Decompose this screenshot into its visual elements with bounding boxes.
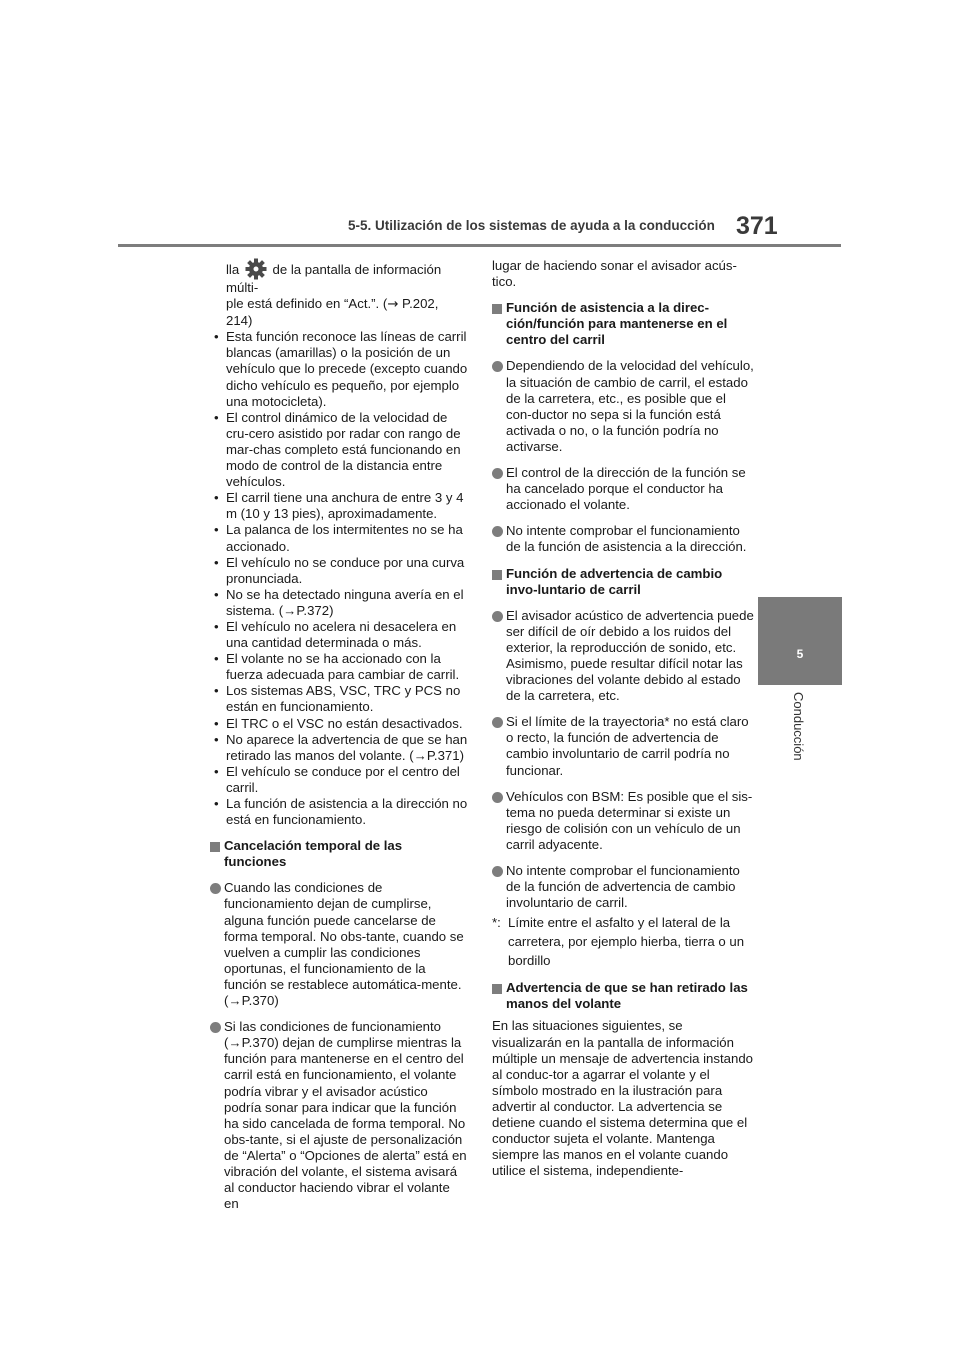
note-item xyxy=(492,789,754,853)
list-item: • El volante no se ha accionado con la fuerza adecuada para cambiar de carril. xyxy=(210,651,468,683)
arrow-right-icon: → xyxy=(387,297,399,313)
circle-bullet-icon xyxy=(492,717,503,728)
circle-bullet-icon xyxy=(492,468,503,479)
note-text: El control de la dirección de la función se ha cancelado porque el conductor ha accionado el volante. xyxy=(506,465,746,513)
list-item: • El vehículo no se conduce por una curva pronunciada. xyxy=(210,555,468,587)
condition-list xyxy=(210,329,468,828)
chapter-tab xyxy=(758,597,842,685)
section-heading xyxy=(492,300,754,348)
chapter-number: 5 xyxy=(796,647,804,661)
page-number: 371 xyxy=(736,212,778,240)
section-heading xyxy=(492,980,754,1012)
square-marker-icon xyxy=(210,842,220,852)
section-title: Función de advertencia de cambio invo-luntario de carril xyxy=(506,565,723,597)
left-column xyxy=(210,258,468,1212)
square-marker-icon xyxy=(492,570,502,580)
right-column xyxy=(492,258,754,1179)
note-text: No intente comprobar el funcionamiento de la función de asistencia a la dirección. xyxy=(506,523,747,555)
note-item xyxy=(492,863,754,911)
note-text: Dependiendo de la velocidad del vehículo, la situación de cambio de carril, el estado de la carretera, etc., es posible que el con-ductor no sepa si la función está activada o no, o la función podría no activarse. xyxy=(506,358,754,454)
note-item xyxy=(210,880,468,1009)
list-item: • Esta función reconoce las líneas de carril blancas (amarillas) o la posición de un vehículo que lo precede (excepto cuando dicho vehículo es pequeño, por ejemplo una motocicleta). xyxy=(210,329,468,409)
list-item: • El carril tiene una anchura de entre 3 y 4 m (10 y 13 pies), aproximadamente. xyxy=(210,490,468,522)
note-item xyxy=(492,523,754,555)
note-item xyxy=(492,608,754,705)
circle-bullet-icon xyxy=(492,792,503,803)
list-item: • El control dinámico de la velocidad de cru-cero asistido por radar con rango de mar-chas completo está funcionando en modo de control de la distancia entre vehículos. xyxy=(210,410,468,490)
circle-bullet-icon xyxy=(492,361,503,372)
note-item xyxy=(210,1019,468,1212)
list-item: • El vehículo no acelera ni desacelera en una cantidad determinada o más. xyxy=(210,619,468,651)
list-item: • No aparece la advertencia de que se han retirado las manos del volante. (→P.371) xyxy=(210,732,468,764)
header-rule xyxy=(118,244,841,247)
note-text: No intente comprobar el funcionamiento de la función de advertencia de cambio involuntario de carril. xyxy=(506,863,740,911)
note-text: Si el límite de la trayectoria* no está claro o recto, la función de advertencia de cambio involuntario de carril podría no funcionar. xyxy=(506,714,749,778)
intro-paragraph xyxy=(210,258,468,329)
note-text: Si las condiciones de funcionamiento (→P.370) dejan de cumplirse mientras la función para mantenerse en el centro del carril está en funcionamiento, el volante podría vibrar y el avisador acústico podría sonar para indicar que la función ha sido cancelada de forma temporal. No obs-tante, si el ajuste de personalización de “Alerta” o “Opciones de alerta” está en vibración del volante, el sistema avisará al conductor haciendo vibrar el volante en xyxy=(224,1019,467,1212)
circle-bullet-icon xyxy=(210,883,221,894)
running-header: 5-5. Utilización de los sistemas de ayuda a la conducción xyxy=(348,218,715,233)
note-text: Cuando las condiciones de funcionamiento dejan de cumplirse, alguna función puede cancelarse de forma temporal. No obs-tante, cuando se vuelven a cumplir las condiciones oportunas, el funcionamiento de la función se restablece automática-mente. (→P.370) xyxy=(224,880,464,1009)
list-item: • No se ha detectado ninguna avería en el sistema. (→P.372) xyxy=(210,587,468,619)
section-title: Cancelación temporal de las funciones xyxy=(224,838,403,870)
section-title: Advertencia de que se han retirado las manos del volante xyxy=(506,980,748,1012)
circle-bullet-icon xyxy=(492,866,503,877)
list-item: • La palanca de los intermitentes no se ha accionado. xyxy=(210,522,468,554)
circle-bullet-icon xyxy=(492,611,503,622)
note-item xyxy=(492,465,754,513)
section-heading xyxy=(210,838,468,870)
square-marker-icon xyxy=(492,304,502,314)
chapter-label: Conducción xyxy=(791,692,806,761)
footnote-text: Límite entre el asfalto y el lateral de la carretera, por ejemplo hierba, tierra o un bordillo xyxy=(508,915,745,969)
circle-bullet-icon xyxy=(492,526,503,537)
gear-icon xyxy=(245,258,267,280)
section-title: Función de asistencia a la direc-ción/función para mantenerse en el centro del carril xyxy=(506,300,728,348)
note-text: El avisador acústico de advertencia puede ser difícil de oír debido a los ruidos del exterior, la reproducción de sonido, etc. Asimismo, puede resultar difícil notar las vibraciones del volante debido al estado de la carretera, etc. xyxy=(506,607,754,704)
note-text: Vehículos con BSM: Es posible que el sis-tema no pueda determinar si existe un riesgo de colisión con un vehículo de un carril adyacente. xyxy=(506,788,753,852)
square-marker-icon xyxy=(492,984,502,994)
intro-text: de la pantalla de información múlti- xyxy=(226,262,442,295)
footnote-mark: *: xyxy=(492,915,501,931)
list-item: • La función de asistencia a la dirección no está en funcionamiento. xyxy=(210,796,468,828)
footnote xyxy=(492,913,754,970)
list-item: • El vehículo se conduce por el centro del carril. xyxy=(210,764,468,796)
section-heading xyxy=(492,566,754,598)
intro-text: lla xyxy=(226,262,240,277)
body-paragraph: En las situaciones siguientes, se visualizarán en la pantalla de información múltiple un mensaje de advertencia instando al conduc-tor a agarrar el volante y el símbolo mostrado en la ilustración para advertir al conductor. La advertencia se detiene cuando el sistema determina que el conductor sujeta el volante. Mantenga siempre las manos en el volante cuando utilice el sistema, independiente- xyxy=(492,1018,753,1179)
continuation-text: lugar de haciendo sonar el avisador acús-tico. xyxy=(492,258,737,290)
note-item xyxy=(492,358,754,455)
list-item: • Los sistemas ABS, VSC, TRC y PCS no están en funcionamiento. xyxy=(210,683,468,715)
list-item: • El TRC o el VSC no están desactivados. xyxy=(210,716,468,732)
note-item xyxy=(492,714,754,778)
circle-bullet-icon xyxy=(210,1022,221,1033)
page-reference: P.202, 214) xyxy=(226,296,439,329)
intro-text: ple está definido en “Act.”. ( xyxy=(226,296,388,312)
